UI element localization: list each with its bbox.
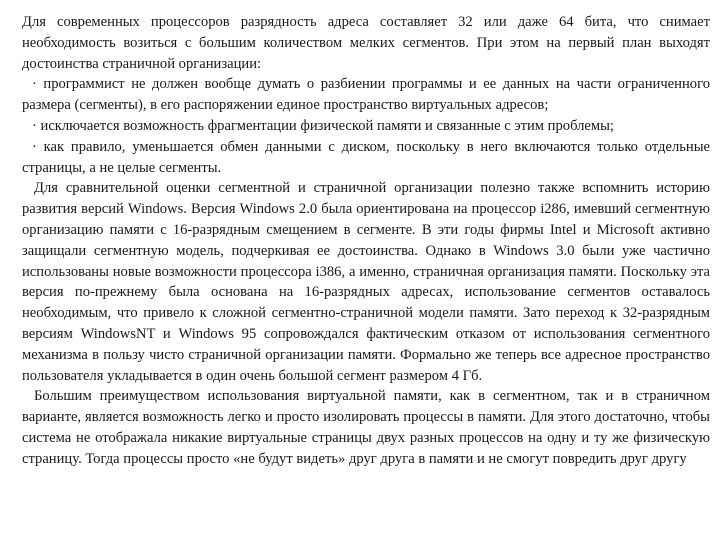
document-page: [22, 12, 710, 470]
paragraph-process-isolation: Большим преимуществом использования виртуальной памяти, как в сегментном, так и в страничном варианте, является возможность легко и просто изолировать процессы в памяти. Для этого достаточно, чтобы система не отображала никакие виртуальные страницы двух разных процессов на одну и ту же физическую страницу. Тогда процессы просто «не будут видеть» друг друга в памяти и не смогут повредить друг другу: [22, 388, 710, 467]
paragraph-intro: Для современных процессоров разрядность адреса составляет 32 или даже 64 бита, что снимает необходимость возиться с большим количеством мелких сегментов. При этом на первый план выходят достоинства страничной организации:: [22, 14, 710, 72]
bullet-item-1: · программист не должен вообще думать о разбиении программы и ее данных на части ограниченного размера (сегменты), в его распоряжении единое пространство виртуальных адресов;: [22, 76, 710, 114]
paragraph-windows-history: Для сравнительной оценки сегментной и страничной организации полезно также вспомнить историю развития версий Windows. Версия Windows 2.0 была ориентирована на процессор i286, имевший сегментную организацию памяти с 16-разрядным смещением в сегменте. В эти годы фирмы Intel и Microsoft активно защищали сегментную модель, подчеркивая ее достоинства. Однако в Windows 3.0 были уже частично использованы новые возможности процессора i386, а именно, страничная организация памяти. Поскольку эта версия по-прежнему была основана на 16-разрядных адресах, использование сегментов оставалось необходимым, что привело к сложной сегментно-страничной модели памяти. Зато переход к 32-разрядным версиям WindowsNT и Windows 95 сопровождался фактическим отказом от использования сегментного механизма в пользу чисто страничной организации памяти. Формально же теперь все адресное пространство пользователя укладывается в один очень большой сегмент размером 4 Гб.: [22, 180, 710, 384]
bullet-item-2: · исключается возможность фрагментации физической памяти и связанные с этим проблемы;: [32, 117, 614, 134]
bullet-item-3: · как правило, уменьшается обмен данными с диском, поскольку в него включаются только отдельные страницы, а не целые сегменты.: [22, 138, 710, 176]
